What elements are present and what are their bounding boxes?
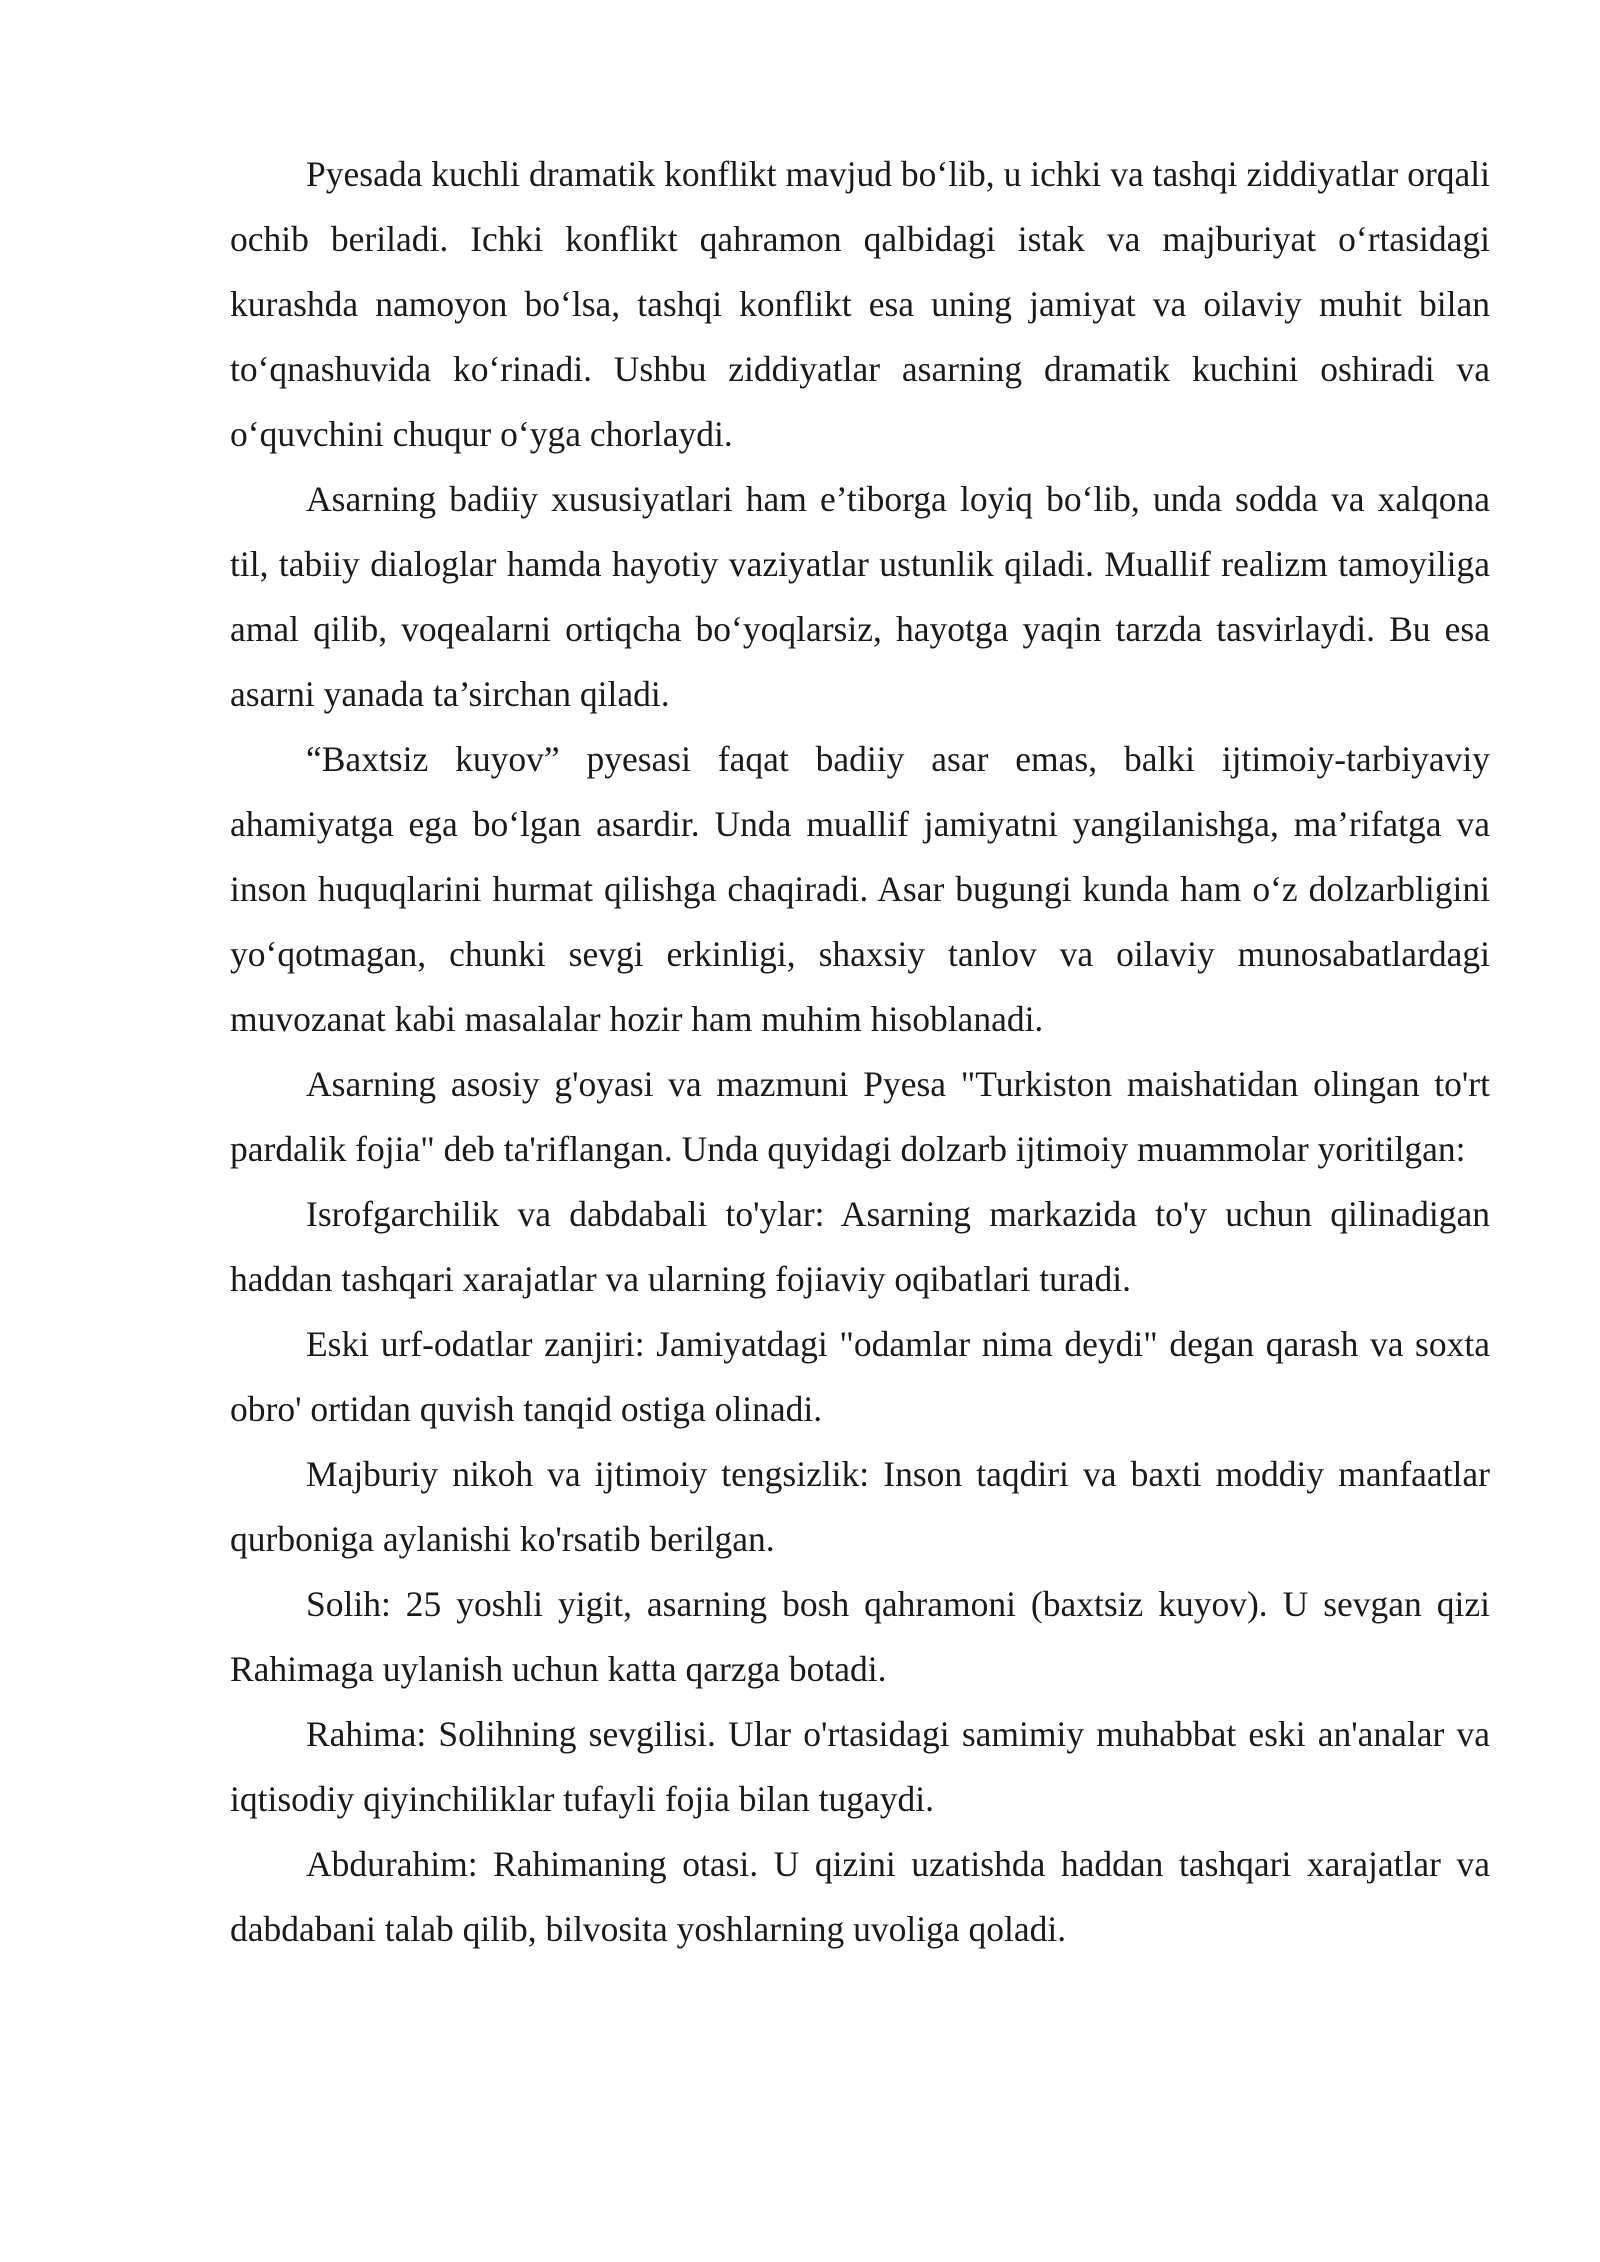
paragraph-character-solih: Solih: 25 yoshli yigit, asarning bosh qahramoni (baxtsiz kuyov). U sevgan qizi Rahimaga uylanish uchun katta qarzga botadi. xyxy=(230,1584,1490,1689)
document-body xyxy=(230,142,1490,1962)
paragraph-extravagance: Isrofgarchilik va dabdabali to'ylar: Asarning markazida to'y uchun qilinadigan haddan tashqari xarajatlar va ularning fojiaviy oqibatlari turadi. xyxy=(230,1194,1490,1299)
paragraph-character-rahima: Rahima: Solihning sevgilisi. Ular o'rtasidagi samimiy muhabbat eski an'analar va iqtisodiy qiyinchiliklar tufayli fojia bilan tugaydi. xyxy=(230,1714,1490,1819)
paragraph-old-customs: Eski urf-odatlar zanjiri: Jamiyatdagi "odamlar nima deydi" degan qarash va soxta obro' ortidan quvish tanqid ostiga olinadi. xyxy=(230,1324,1490,1429)
paragraph-social-significance: “Baxtsiz kuyov” pyesasi faqat badiiy asar emas, balki ijtimoiy-tarbiyaviy ahamiyatga ega bo‘lgan asardir. Unda muallif jamiyatni yangilanishga, ma’rifatga va inson huquqlarini hurmat qilishga chaqiradi. Asar bugungi kunda ham o‘z dolzarbligini yo‘qotmagan, chunki sevgi erkinligi, shaxsiy tanlov va oilaviy munosabatlardagi muvozanat kabi masalalar hozir ham muhim hisoblanadi. xyxy=(230,739,1490,1039)
paragraph-forced-marriage: Majburiy nikoh va ijtimoiy tengsizlik: Inson taqdiri va baxti moddiy manfaatlar qurboniga aylanishi ko'rsatib berilgan. xyxy=(230,1454,1490,1559)
paragraph-artistic-features: Asarning badiiy xususiyatlari ham e’tiborga loyiq bo‘lib, unda sodda va xalqona til, tabiiy dialoglar hamda hayotiy vaziyatlar ustunlik qiladi. Muallif realizm tamoyiliga amal qilib, voqealarni ortiqcha bo‘yoqlarsiz, hayotga yaqin tarzda tasvirlaydi. Bu esa asarni yanada ta’sirchan qiladi. xyxy=(230,479,1490,714)
paragraph-dramatic-conflict: Pyesada kuchli dramatik konflikt mavjud bo‘lib, u ichki va tashqi ziddiyatlar orqali ochib beriladi. Ichki konflikt qahramon qalbidagi istak va majburiyat o‘rtasidagi kurashda namoyon bo‘lsa, tashqi konflikt esa uning jamiyat va oilaviy muhit bilan to‘qnashuvida ko‘rinadi. Ushbu ziddiyatlar asarning dramatik kuchini oshiradi va o‘quvchini chuqur o‘yga chorlaydi. xyxy=(230,154,1490,454)
paragraph-main-idea: Asarning asosiy g'oyasi va mazmuni Pyesa "Turkiston maishatidan olingan to'rt pardalik fojia" deb ta'riflangan. Unda quyidagi dolzarb ijtimoiy muammolar yoritilgan: xyxy=(230,1064,1490,1169)
paragraph-character-abdurahim: Abdurahim: Rahimaning otasi. U qizini uzatishda haddan tashqari xarajatlar va dabdabani talab qilib, bilvosita yoshlarning uvoliga qoladi. xyxy=(230,1844,1490,1949)
